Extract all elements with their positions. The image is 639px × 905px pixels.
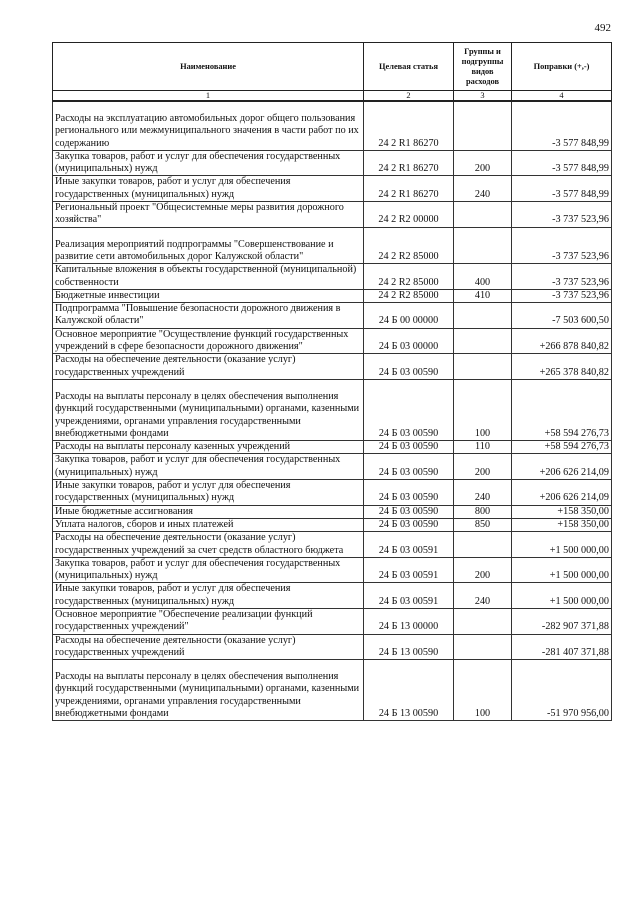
- row-amendment-amount: -3 577 848,99: [512, 176, 612, 202]
- row-name: Закупка товаров, работ и услуг для обеспечения государственных (муниципальных) нужд: [53, 557, 364, 583]
- table-row: [53, 202, 612, 228]
- row-name: Расходы на выплаты персоналу в целях обеспечения выполнения функций государственными (муниципальными) органами, казенными учреждениями, органами управления государственными внебюджетными фондами: [53, 660, 364, 721]
- row-amendment-amount: -3 737 523,96: [512, 289, 612, 302]
- row-name: Закупка товаров, работ и услуг для обеспечения государственных (муниципальных) нужд: [53, 150, 364, 176]
- table-row: [53, 289, 612, 302]
- row-target-article: 24 Б 03 00590: [364, 518, 454, 531]
- table-body: [53, 101, 612, 721]
- table-row: [53, 264, 612, 290]
- row-amendment-amount: +1 500 000,00: [512, 532, 612, 558]
- row-name: Капитальные вложения в объекты государственной (муниципальной) собственности: [53, 264, 364, 290]
- header-name: Наименование: [53, 43, 364, 91]
- page-number: 492: [594, 22, 611, 34]
- row-amendment-amount: +1 500 000,00: [512, 557, 612, 583]
- row-name: Расходы на выплаты персоналу в целях обеспечения выполнения функций государственными (муниципальными) органами, казенными учреждениями, органами управления государственными внебюджетными фондами: [53, 379, 364, 440]
- row-amendment-amount: -3 737 523,96: [512, 264, 612, 290]
- table-row: [53, 379, 612, 440]
- table-row: [53, 227, 612, 264]
- row-target-article: 24 Б 13 00590: [364, 660, 454, 721]
- row-name: Основное мероприятие "Обеспечение реализации функций государственных учреждений": [53, 608, 364, 634]
- column-number-row: [53, 91, 612, 102]
- row-expense-group: 200: [454, 557, 512, 583]
- header-groups: Группы и подгруппы видов расходов: [454, 43, 512, 91]
- row-expense-group: [454, 328, 512, 354]
- row-target-article: 24 Б 03 00591: [364, 583, 454, 609]
- row-expense-group: [454, 354, 512, 380]
- table-row: [53, 660, 612, 721]
- row-amendment-amount: -281 407 371,88: [512, 634, 612, 660]
- row-name: Иные закупки товаров, работ и услуг для обеспечения государственных (муниципальных) нужд: [53, 583, 364, 609]
- table-row: [53, 176, 612, 202]
- row-name: Подпрограмма "Повышение безопасности дорожного движения в Калужской области": [53, 303, 364, 329]
- row-target-article: 24 Б 03 00590: [364, 441, 454, 454]
- row-expense-group: 110: [454, 441, 512, 454]
- row-amendment-amount: +206 626 214,09: [512, 454, 612, 480]
- row-expense-group: [454, 634, 512, 660]
- column-number-4: 4: [512, 91, 612, 102]
- row-expense-group: [454, 101, 512, 150]
- row-expense-group: 400: [454, 264, 512, 290]
- row-amendment-amount: +158 350,00: [512, 505, 612, 518]
- row-target-article: 24 Б 03 00590: [364, 379, 454, 440]
- row-expense-group: 100: [454, 379, 512, 440]
- row-target-article: 24 Б 03 00591: [364, 557, 454, 583]
- budget-amendments-table: [52, 42, 612, 721]
- row-target-article: 24 Б 03 00590: [364, 480, 454, 506]
- table-row: [53, 454, 612, 480]
- table-row: [53, 441, 612, 454]
- row-target-article: 24 Б 00 00000: [364, 303, 454, 329]
- row-target-article: 24 Б 13 00590: [364, 634, 454, 660]
- column-number-2: 2: [364, 91, 454, 102]
- row-amendment-amount: -3 737 523,96: [512, 202, 612, 228]
- row-name: Реализация мероприятий подпрограммы "Совершенствование и развитие сети автомобильных дорог Калужской области": [53, 227, 364, 264]
- table-row: [53, 303, 612, 329]
- row-amendment-amount: +158 350,00: [512, 518, 612, 531]
- row-amendment-amount: +206 626 214,09: [512, 480, 612, 506]
- row-target-article: 24 Б 03 00000: [364, 328, 454, 354]
- row-amendment-amount: -51 970 956,00: [512, 660, 612, 721]
- table-row: [53, 101, 612, 150]
- row-name: Расходы на эксплуатацию автомобильных дорог общего пользования регионального или межмуниципального значения в части работ по их содержанию: [53, 101, 364, 150]
- table-row: [53, 505, 612, 518]
- row-name: Региональный проект "Общесистемные меры развития дорожного хозяйства": [53, 202, 364, 228]
- row-target-article: 24 Б 03 00590: [364, 354, 454, 380]
- row-expense-group: [454, 303, 512, 329]
- row-expense-group: 240: [454, 480, 512, 506]
- row-expense-group: 800: [454, 505, 512, 518]
- row-target-article: 24 2 R2 00000: [364, 202, 454, 228]
- row-target-article: 24 2 R2 85000: [364, 227, 454, 264]
- row-expense-group: 410: [454, 289, 512, 302]
- table-row: [53, 583, 612, 609]
- row-name: Расходы на обеспечение деятельности (оказание услуг) государственных учреждений: [53, 634, 364, 660]
- row-expense-group: 240: [454, 176, 512, 202]
- table-row: [53, 518, 612, 531]
- row-name: Расходы на обеспечение деятельности (оказание услуг) государственных учреждений: [53, 354, 364, 380]
- column-number-1: 1: [53, 91, 364, 102]
- row-name: Расходы на выплаты персоналу казенных учреждений: [53, 441, 364, 454]
- row-expense-group: 240: [454, 583, 512, 609]
- row-name: Расходы на обеспечение деятельности (оказание услуг) государственных учреждений за счет средств областного бюджета: [53, 532, 364, 558]
- table-row: [53, 557, 612, 583]
- header-row: [53, 43, 612, 91]
- row-amendment-amount: -3 577 848,99: [512, 101, 612, 150]
- table-row: [53, 480, 612, 506]
- row-name: Основное мероприятие "Осуществление функций государственных учреждений в сфере безопасности дорожного движения": [53, 328, 364, 354]
- row-expense-group: 200: [454, 150, 512, 176]
- row-amendment-amount: +58 594 276,73: [512, 441, 612, 454]
- table-row: [53, 634, 612, 660]
- row-expense-group: [454, 227, 512, 264]
- row-expense-group: 850: [454, 518, 512, 531]
- row-expense-group: [454, 532, 512, 558]
- row-amendment-amount: +266 878 840,82: [512, 328, 612, 354]
- row-expense-group: 200: [454, 454, 512, 480]
- row-expense-group: 100: [454, 660, 512, 721]
- row-target-article: 24 Б 03 00591: [364, 532, 454, 558]
- row-target-article: 24 2 R1 86270: [364, 176, 454, 202]
- row-amendment-amount: +265 378 840,82: [512, 354, 612, 380]
- row-target-article: 24 Б 03 00590: [364, 454, 454, 480]
- row-name: Иные закупки товаров, работ и услуг для обеспечения государственных (муниципальных) нужд: [53, 480, 364, 506]
- column-number-3: 3: [454, 91, 512, 102]
- row-name: Иные бюджетные ассигнования: [53, 505, 364, 518]
- header-amendments: Поправки (+,-): [512, 43, 612, 91]
- table-row: [53, 354, 612, 380]
- table-row: [53, 150, 612, 176]
- row-amendment-amount: +58 594 276,73: [512, 379, 612, 440]
- row-expense-group: [454, 608, 512, 634]
- row-name: Иные закупки товаров, работ и услуг для обеспечения государственных (муниципальных) нужд: [53, 176, 364, 202]
- row-name: Уплата налогов, сборов и иных платежей: [53, 518, 364, 531]
- row-amendment-amount: -282 907 371,88: [512, 608, 612, 634]
- header-article: Целевая статья: [364, 43, 454, 91]
- row-name: Бюджетные инвестиции: [53, 289, 364, 302]
- row-target-article: 24 Б 13 00000: [364, 608, 454, 634]
- table-row: [53, 532, 612, 558]
- row-name: Закупка товаров, работ и услуг для обеспечения государственных (муниципальных) нужд: [53, 454, 364, 480]
- table-row: [53, 328, 612, 354]
- row-amendment-amount: -3 577 848,99: [512, 150, 612, 176]
- row-expense-group: [454, 202, 512, 228]
- row-target-article: 24 2 R1 86270: [364, 101, 454, 150]
- row-target-article: 24 Б 03 00590: [364, 505, 454, 518]
- row-target-article: 24 2 R2 85000: [364, 289, 454, 302]
- row-amendment-amount: -7 503 600,50: [512, 303, 612, 329]
- table-row: [53, 608, 612, 634]
- row-amendment-amount: +1 500 000,00: [512, 583, 612, 609]
- row-target-article: 24 2 R1 86270: [364, 150, 454, 176]
- row-amendment-amount: -3 737 523,96: [512, 227, 612, 264]
- row-target-article: 24 2 R2 85000: [364, 264, 454, 290]
